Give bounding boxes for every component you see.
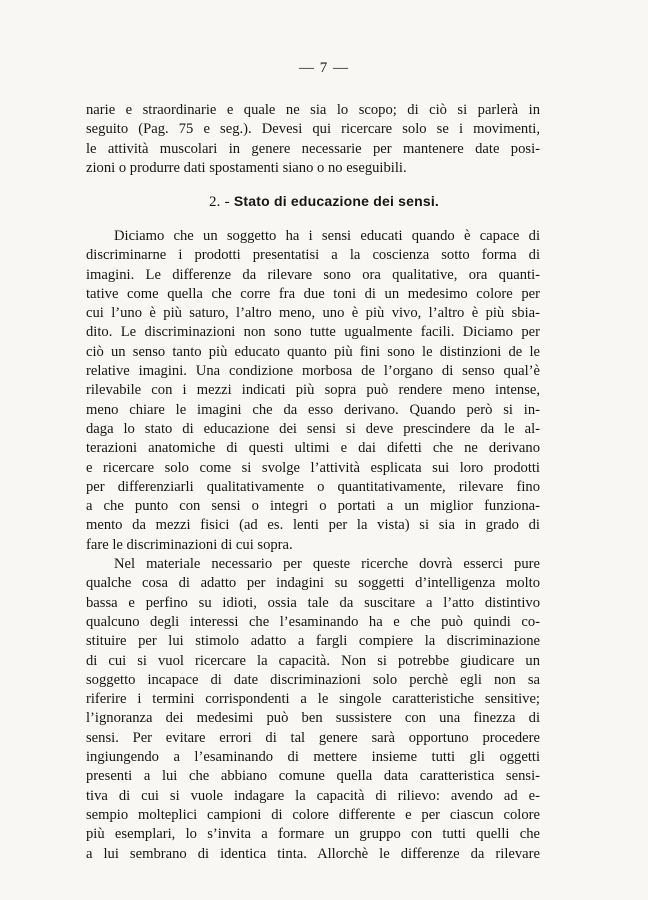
text-line: rilevabile con i mezzi indicati più sopra può rendere meno intense, xyxy=(86,382,540,399)
intro-paragraph xyxy=(86,101,540,178)
text-line: meno chiare le imagini che da esso derivano. Quando però si in- xyxy=(86,401,540,418)
text-line: e ricercare solo come si svolge l’attività esplicata sui loro prodotti xyxy=(86,459,540,476)
section-title: Stato di educazione dei sensi. xyxy=(233,193,440,209)
text-line: discriminarne i prodotti presentatisi a la coscienza sotto forma di xyxy=(86,247,540,264)
text-line: bassa e perfino su idioti, ossia tale da suscitare a l’atto distintivo xyxy=(86,594,540,611)
text-line: ciò un senso tanto più educato quanto più fini sono le distinzioni de le xyxy=(86,343,540,360)
text-line: relative imagini. Una condizione morbosa de l’organo di senso qual’è xyxy=(86,363,540,380)
text-line: zioni o produrre dati spostamenti siano o no eseguibili. xyxy=(86,159,407,176)
section-number: 2. - xyxy=(208,194,230,210)
text-line: daga lo stato di educazione dei sensi si deve prescindere da le al- xyxy=(86,420,540,437)
page-number: — 7 — xyxy=(299,60,349,76)
text-line: narie e straordinarie e quale ne sia lo scopo; di ciò si parlerà in xyxy=(86,102,540,118)
text-line: più esemplari, lo s’invita a formare un gruppo con tutti quelli che xyxy=(86,826,540,843)
text-line: a lui sembrano di identica tinta. Allorchè le differenze da rilevare xyxy=(86,845,540,862)
text-line: Diciamo che un soggetto ha i sensi educati quando è capace di xyxy=(114,228,540,244)
text-line: Nel materiale necessario per queste ricerche dovrà esserci pure xyxy=(114,556,540,573)
text-line: sempio molteplici campioni di colore differente e per ciascun colore xyxy=(86,806,540,823)
text-line: terazioni anatomiche di questi ultimi e dai difetti che ne derivano xyxy=(86,440,540,457)
text-line: ingiungendo a l’esaminando di mettere insieme tutti gli oggetti xyxy=(86,749,540,766)
body-text xyxy=(86,227,540,864)
text-line: mento da mezzi fisici (ad es. lenti per la vista) si sia in grado di xyxy=(86,517,540,534)
text-line: fare le discriminazioni di cui sopra. xyxy=(86,536,293,553)
text-line: l’ignoranza dei medesimi può ben sussistere con una finezza di xyxy=(86,710,540,727)
text-line: per differenziarli qualitativamente o quantitativamente, rilevare fino xyxy=(86,478,540,495)
text-line: seguito (Pag. 75 e seg.). Devesi qui ricercare solo se i movimenti, xyxy=(86,121,540,138)
text-line: di cui si vuol ricercare la capacità. Non si potrebbe giudicare un xyxy=(86,652,540,669)
text-line: dito. Le discriminazioni non sono tutte ugualmente facili. Diciamo per xyxy=(86,324,540,341)
text-line: tiva di cui si vuole indagare la capacità di rilievo: avendo ad e- xyxy=(86,787,540,804)
text-line: soggetto incapace di date discriminazioni solo perchè egli non sa xyxy=(86,671,540,688)
text-line: presenti a lui che abbiano comune quella data caratteristica sensi- xyxy=(86,768,540,785)
text-line: qualche cosa di adatto per indagini su soggetti d’intelligenza molto xyxy=(86,575,540,592)
text-line: a che punto con sensi o integri o portati a un miglior funziona- xyxy=(86,498,540,515)
text-line: stituire per lui stimolo adatto a fargli compiere la discriminazione xyxy=(86,633,540,650)
text-line: sensi. Per evitare errori di tal genere sarà opportuno procedere xyxy=(86,729,540,746)
text-line: le attività muscolari in genere necessarie per mantenere date posi- xyxy=(86,140,540,157)
text-line: qualcuno degli interessi che l’esaminando ha e che può quindi co- xyxy=(86,613,540,630)
section-heading xyxy=(0,193,648,211)
text-line: riferire i termini corrispondenti a le singole caratteristiche sensitive; xyxy=(86,691,540,708)
text-line: imagini. Le differenze da rilevare sono ora qualitative, ora quanti- xyxy=(86,266,540,283)
text-line: tative come quella che corre fra due toni di un medesimo colore per xyxy=(86,285,540,302)
text-line: cui l’uno è più saturo, l’altro meno, uno è più vivo, l’altro è più sbia- xyxy=(86,305,540,322)
